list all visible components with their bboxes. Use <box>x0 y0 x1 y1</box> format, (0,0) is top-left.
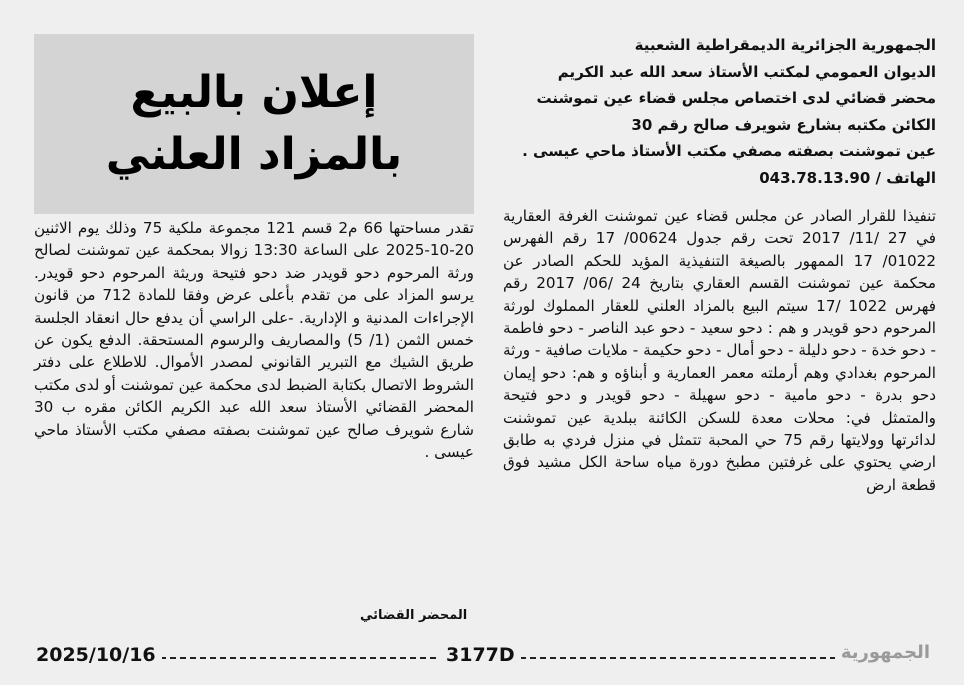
header-line-liquidator: عين تموشنت بصفته مصفي مكتب الأستاذ ماحي عيسى . <box>522 142 936 160</box>
page-footer <box>30 640 936 674</box>
footer-date: 2025/10/16 <box>30 644 162 666</box>
header-line-jurisdiction: محضر قضائي لدى اختصاص مجلس قضاء عين تموشنت <box>536 89 936 107</box>
bailiff-signature: المحضر القضائي <box>360 608 468 623</box>
right-column <box>503 30 936 630</box>
left-column <box>30 30 508 630</box>
title-line-auction: بالمزاد العلني <box>105 129 403 180</box>
header-line-address: الكائن مكتبه بشارع شويرف صالح رقم 30 <box>631 115 936 134</box>
announcement-body-part1: تنفيذا للقرار الصادر عن مجلس قضاء عين تموشنت الغرفة العقارية في 27 /11/ 2017 تحت رقم جدول 00624/ 17 رقم الفهرس 01022/ 17 الممهور بالصيغة التنفيذية المؤيد للحكم الصادر عن محكمة عين تموشنت القسم العقاري بتاريخ 24 /06/ 2017 رقم فهرس 1022 /17 سيتم البيع بالمزاد العلني للعقار المملوك لورثة المرحوم دحو قويدر و هم : دحو سعيد - دحو عبد الناصر - دحو فاطمة - دحو خدة - دحو دليلة - دحو أمال - دحو حكيمة - ملايات صافية - ورثة المرحوم بغدادي وهم أرملته معمر العمارية و أبناؤه و هم: دحو إيمان دحو بدرة - دحو مامية - دحو سهيلة - دحو قويدر و دحو فتيحة والمتمثل في: محلات معدة للسكن الكائنة ببلدية عين تموشنت لدائرتها وولايتها رقم 75 حي المحبة تتمثل في منزل فردي به طابق ارضي يحتوي على غرفتين مطبخ دورة مياه ساحة الكل مشيد فوق قطعة ارض <box>503 207 936 494</box>
header-line-office: الديوان العمومي لمكتب الأستاذ سعد الله عبد الكريم <box>557 62 936 81</box>
announcement-body-part2: تقدر مساحتها 66 م2 قسم 121 مجموعة ملكية 75 وذلك يوم الاثنين 20-10-2025 على الساعة 13:30 زوالا بمحكمة عين تموشنت لصالح ورثة المرحوم دحو قويدر ضد دحو فتيحة وريثة المرحوم دحو قويدر. يرسو المزاد على من تقدم بأعلى عرض وفقا للمادة 712 من قانون الإجراءات المدنية و الإدارية. -على الراسي أن يدفع حال انعقاد الجلسة خمس الثمن (1/ 5) والمصاريف والرسوم المستحقة. الدفع يكون عن طريق الشيك مع التبرير القانوني لمصدر الأموال. للاطلاع على دفتر الشروط الاتصال بكتابة الضبط لدى محكمة عين تموشنت أو لدى مكتب المحضر القضائي الأستاذ سعد الله عبد الكريم الكائن مقره ب 30 شارع شويرف صالح عين تموشنت بصفته مصفي مكتب الأستاذ ماحي عيسى . <box>34 219 474 462</box>
newspaper-logo: الجمهورية <box>835 642 936 663</box>
header-line-phone: الهاتف / 043.78.13.90 <box>759 168 936 187</box>
footer-ad-code: 3177D <box>440 644 521 666</box>
header-line-country: الجمهورية الجزائرية الديمقراطية الشعبية <box>634 36 936 54</box>
announcement-title-box <box>34 34 474 214</box>
title-line-sale: إعلان بالبيع <box>130 67 378 118</box>
bailiff-header <box>503 32 936 191</box>
